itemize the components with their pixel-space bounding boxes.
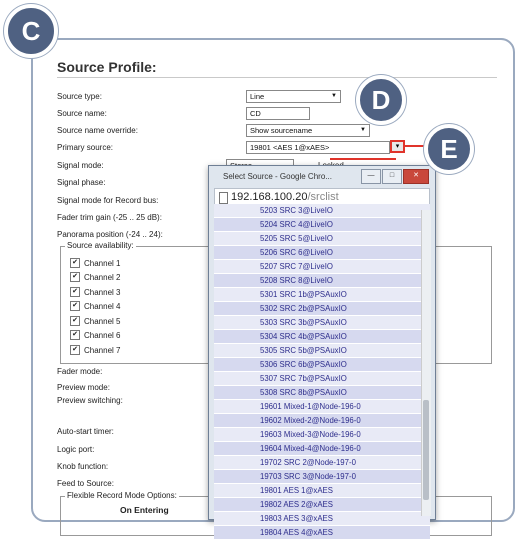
source-name-label: Source name: [57,109,107,118]
minimize-button[interactable]: — [361,169,381,184]
list-item[interactable]: 5308 SRC 8b@PSAuxIO [214,386,430,400]
fader-trim-label: Fader trim gain (-25 .. 25 dB): [57,213,162,222]
maximize-button[interactable]: □ [382,169,402,184]
list-item[interactable]: 5304 SRC 4b@PSAuxIO [214,330,430,344]
chevron-down-icon: ▼ [360,127,366,133]
channel-row-4[interactable] [70,301,120,311]
callout-line [330,158,396,160]
source-list-items [214,204,430,540]
source-picker-button[interactable] [390,140,405,153]
list-item[interactable]: 19601 Mixed-1@Node-196-0 [214,400,430,414]
knob-function-label: Knob function: [57,462,109,471]
on-entering-heading: On Entering [120,505,169,515]
list-icon: ▾ [395,143,400,150]
signal-mode-record-label: Signal mode for Record bus: [57,196,159,205]
list-item[interactable]: 5205 SRC 5@LiveIO [214,232,430,246]
channel-row-3[interactable] [70,287,120,297]
checkbox-icon[interactable]: ✔ [70,301,80,311]
list-item[interactable]: 5303 SRC 3b@PSAuxIO [214,316,430,330]
window-title: Select Source - Google Chro... [223,172,332,181]
primary-source-label: Primary source: [57,143,114,152]
select-source-window[interactable] [208,165,436,537]
signal-phase-label: Signal phase: [57,178,106,187]
list-item[interactable]: 5207 SRC 7@LiveIO [214,260,430,274]
source-availability-legend: Source availability: [67,241,134,250]
callout-badge-d: D [356,75,406,125]
chevron-down-icon: ▼ [331,93,337,99]
flexible-record-legend: Flexible Record Mode Options: [67,491,177,500]
list-item[interactable]: 5204 SRC 4@LiveIO [214,218,430,232]
callout-badge-c: C [4,4,58,58]
close-button[interactable]: ✕ [403,169,429,184]
page-icon [219,192,228,204]
channel-label: Channel 4 [84,301,121,311]
list-item[interactable]: 19603 Mixed-3@Node-196-0 [214,428,430,442]
override-label: Source name override: [57,126,138,135]
checkbox-icon[interactable]: ✔ [70,258,80,268]
feed-to-source-label: Feed to Source: [57,479,114,488]
channel-label: Channel 1 [84,258,121,268]
panorama-label: Panorama position (-24 .. 24): [57,230,163,239]
list-item[interactable]: 19702 SRC 2@Node-197-0 [214,456,430,470]
channel-label: Channel 3 [84,287,121,297]
list-item[interactable]: 5302 SRC 2b@PSAuxIO [214,302,430,316]
list-item[interactable]: 19802 AES 2@xAES [214,498,430,512]
list-item[interactable]: 5306 SRC 6b@PSAuxIO [214,358,430,372]
url-host: 192.168.100.20 [231,191,308,203]
scrollbar-thumb[interactable] [423,400,429,500]
logic-port-label: Logic port: [57,445,95,454]
scrollbar[interactable] [421,210,431,516]
list-item[interactable]: 5307 SRC 7b@PSAuxIO [214,372,430,386]
list-item[interactable]: 19703 SRC 3@Node-197-0 [214,470,430,484]
list-item[interactable]: 5206 SRC 6@LiveIO [214,246,430,260]
callout-badge-e: E [424,124,474,174]
channel-row-7[interactable] [70,345,120,355]
list-item[interactable]: 19602 Mixed-2@Node-196-0 [214,414,430,428]
primary-source-field[interactable]: 19801 <AES 1@xAES> [246,141,390,154]
checkbox-icon[interactable]: ✔ [70,287,80,297]
preview-switching-label: Preview switching: [57,396,123,405]
override-select[interactable]: Show sourcename ▼ [246,124,370,137]
window-controls [361,169,429,184]
signal-mode-label: Signal mode: [57,161,104,170]
source-type-label: Source type: [57,92,102,101]
list-item[interactable]: 19803 AES 3@xAES [214,512,430,526]
channel-row-6[interactable] [70,330,120,340]
channel-label: Channel 6 [84,330,121,340]
list-item[interactable]: 19804 AES 4@xAES [214,526,430,540]
checkbox-icon[interactable]: ✔ [70,316,80,326]
channel-label: Channel 2 [84,272,121,282]
channel-label: Channel 5 [84,316,121,326]
auto-start-label: Auto-start timer: [57,427,114,436]
list-item[interactable]: 5305 SRC 5b@PSAuxIO [214,344,430,358]
section-divider [57,77,497,78]
channel-row-2[interactable] [70,272,120,282]
channel-row-5[interactable] [70,316,120,326]
fader-mode-label: Fader mode: [57,367,103,376]
preview-mode-label: Preview mode: [57,383,110,392]
source-list [214,206,430,537]
section-title: Source Profile: [57,59,157,75]
list-item[interactable]: 19604 Mixed-4@Node-196-0 [214,442,430,456]
list-item[interactable]: 5208 SRC 8@LiveIO [214,274,430,288]
url-path: /srclist [307,191,339,203]
list-item[interactable]: 19801 AES 1@xAES [214,484,430,498]
source-type-select[interactable]: Line ▼ [246,90,341,103]
checkbox-icon[interactable]: ✔ [70,272,80,282]
list-item[interactable]: 5301 SRC 1b@PSAuxIO [214,288,430,302]
channel-row-1[interactable] [70,258,120,268]
channel-label: Channel 7 [84,345,121,355]
checkbox-icon[interactable]: ✔ [70,345,80,355]
checkbox-icon[interactable]: ✔ [70,330,80,340]
list-item[interactable]: 5203 SRC 3@LiveIO [214,204,430,218]
source-name-input[interactable]: CD [246,107,310,120]
